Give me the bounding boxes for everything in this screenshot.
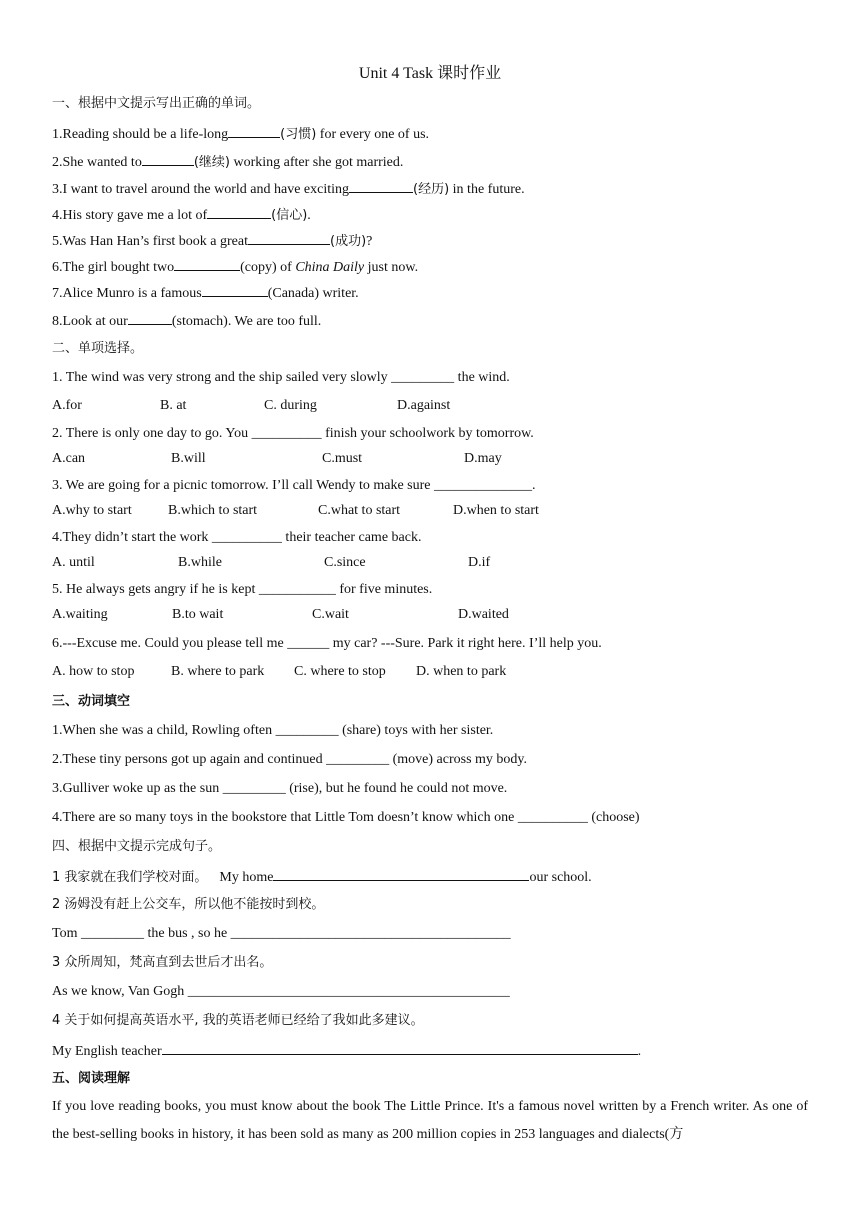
option-d[interactable]: D. when to park <box>416 664 507 679</box>
english-text: . <box>637 1044 642 1059</box>
s1-item <box>52 124 429 144</box>
s1-item-text: 7.Alice Munro is a famous <box>52 286 202 301</box>
s1-item <box>52 311 321 331</box>
option-a[interactable]: A. how to stop <box>52 664 135 679</box>
s1-item <box>52 205 311 225</box>
option-c[interactable]: C. where to stop <box>294 664 386 679</box>
option-a[interactable]: A.waiting <box>52 607 108 622</box>
answer-blank[interactable] <box>228 124 280 138</box>
s1-item-text: 1.Reading should be a life-long <box>52 127 229 142</box>
s1-item-text: for every one of us. <box>316 127 430 142</box>
answer-line[interactable]: As we know, Van Gogh ______________________________________________ <box>52 984 510 999</box>
option-c[interactable]: C.what to start <box>318 503 401 518</box>
s1-item-text: . <box>307 208 311 223</box>
option-d[interactable]: D.may <box>464 451 502 466</box>
option-a[interactable]: A.why to start <box>52 503 132 518</box>
section-2-heading: 二、单项选择。 <box>52 341 144 356</box>
english-text: My home <box>219 870 274 885</box>
s1-hint: (继续) <box>193 155 230 170</box>
option-b[interactable]: B.to wait <box>172 607 224 622</box>
option-d[interactable]: D.when to start <box>453 503 539 518</box>
s1-item-text: 4.His story gave me a lot of <box>52 208 208 223</box>
verb-item: 4.There are so many toys in the bookstore that Little Tom doesn’t know which one __________ (choose) <box>52 810 640 825</box>
mc-options <box>52 503 812 521</box>
option-c[interactable]: C. during <box>264 398 317 413</box>
s1-hint: (经历) <box>413 182 450 197</box>
s1-item-text: 6.The girl bought two <box>52 260 175 275</box>
mc-question: 5. He always gets angry if he is kept ___________ for five minutes. <box>52 582 433 597</box>
mc-question: 2. There is only one day to go. You __________ finish your schoolwork by tomorrow. <box>52 426 534 441</box>
option-b[interactable]: B. at <box>160 398 187 413</box>
s1-item <box>52 179 525 199</box>
s1-hint: (Canada) <box>267 286 320 301</box>
s1-item-text: ? <box>366 234 373 249</box>
option-a[interactable]: A.for <box>52 398 82 413</box>
option-d[interactable]: D.waited <box>458 607 509 622</box>
answer-blank[interactable] <box>128 311 172 325</box>
s1-item-text: 3.I want to travel around the world and have exciting <box>52 182 350 197</box>
option-d[interactable]: D.if <box>468 555 491 570</box>
section-1-heading: 一、根据中文提示写出正确的单词。 <box>52 96 261 111</box>
s1-item-text: . We are too full. <box>227 314 322 329</box>
verb-item: 1.When she was a child, Rowling often _________ (share) toys with her sister. <box>52 723 494 738</box>
chinese-prompt: 2 汤姆没有赶上公交车，所以他不能按时到校。 <box>52 897 325 912</box>
s1-item-text: 2.She wanted to <box>52 155 142 170</box>
option-a[interactable]: A. until <box>52 555 95 570</box>
mc-options <box>52 664 812 682</box>
answer-blank[interactable] <box>273 867 529 881</box>
s1-item-text: 5.Was Han Han’s first book a great <box>52 234 248 249</box>
answer-blank[interactable] <box>142 152 194 166</box>
s1-item-text: 8.Look at our <box>52 314 128 329</box>
mc-question: 6.---Excuse me. Could you please tell me ______ my car? ---Sure. Park it right here. I’ll help you. <box>52 636 602 651</box>
mc-options <box>52 451 812 469</box>
page-title: Unit 4 Task 课时作业 <box>358 65 502 82</box>
translate-item-1 <box>52 867 592 887</box>
option-c[interactable]: C.must <box>322 451 363 466</box>
translate-item-4 <box>52 1041 641 1061</box>
answer-blank[interactable] <box>162 1041 638 1055</box>
s1-hint: (成功) <box>330 234 367 249</box>
section-5-heading: 五、阅读理解 <box>52 1071 131 1086</box>
newspaper-name: China Daily <box>295 260 365 275</box>
mc-question: 4.They didn’t start the work __________ their teacher came back. <box>52 530 422 545</box>
answer-blank[interactable] <box>202 283 268 297</box>
answer-line[interactable]: Tom _________ the bus , so he ________________________________________ <box>52 926 511 941</box>
section-3-heading: 三、动词填空 <box>52 694 131 709</box>
mc-question: 1. The wind was very strong and the ship sailed very slowly _________ the wind. <box>52 370 510 385</box>
option-b[interactable]: B.which to start <box>168 503 258 518</box>
s1-item-text: working after she got married. <box>229 155 404 170</box>
s1-item <box>52 257 418 277</box>
mc-options <box>52 607 812 625</box>
verb-item: 2.These tiny persons got up again and continued _________ (move) across my body. <box>52 752 528 767</box>
s1-hint: (stomach) <box>171 314 228 329</box>
option-c[interactable]: C.wait <box>312 607 349 622</box>
chinese-prompt: 4 关于如何提高英语水平, 我的英语老师已经给了我如此多建议。 <box>52 1013 424 1028</box>
s1-hint: (信心) <box>271 208 308 223</box>
answer-blank[interactable] <box>248 231 330 245</box>
reading-passage: If you love reading books, you must know about the book The Little Prince. It's a famous novel written by a French writer. As one of the best-selling books in history, it has been sold as many as 200 million copies in 253 languages and dialects(方 <box>52 1099 808 1142</box>
section-4-heading: 四、根据中文提示完成句子。 <box>52 839 222 854</box>
english-text: our school. <box>529 870 592 885</box>
s1-hint: (习惯) <box>280 127 317 142</box>
s1-item-text: just now. <box>364 260 419 275</box>
mc-question: 3. We are going for a picnic tomorrow. I’ll call Wendy to make sure ______________. <box>52 478 536 493</box>
english-text: My English teacher <box>52 1044 162 1059</box>
answer-blank[interactable] <box>207 205 271 219</box>
option-d[interactable]: D.against <box>397 398 451 413</box>
option-b[interactable]: B.while <box>178 555 222 570</box>
chinese-prompt: 1 我家就在我们学校对面。 <box>52 870 208 885</box>
answer-blank[interactable] <box>349 179 413 193</box>
mc-options <box>52 555 812 573</box>
verb-item: 3.Gulliver woke up as the sun _________ (rise), but he found he could not move. <box>52 781 508 796</box>
s1-hint: (copy) of <box>240 260 296 275</box>
s1-item <box>52 231 372 251</box>
mc-options <box>52 398 812 416</box>
s1-item-text: writer. <box>319 286 359 301</box>
s1-item-text: in the future. <box>449 182 525 197</box>
chinese-prompt: 3 众所周知，梵高直到去世后才出名。 <box>52 955 273 970</box>
s1-item <box>52 283 359 303</box>
option-a[interactable]: A.can <box>52 451 86 466</box>
option-b[interactable]: B.will <box>171 451 206 466</box>
option-b[interactable]: B. where to park <box>171 664 265 679</box>
option-c[interactable]: C.since <box>324 555 366 570</box>
s1-item <box>52 152 403 172</box>
answer-blank[interactable] <box>174 257 240 271</box>
